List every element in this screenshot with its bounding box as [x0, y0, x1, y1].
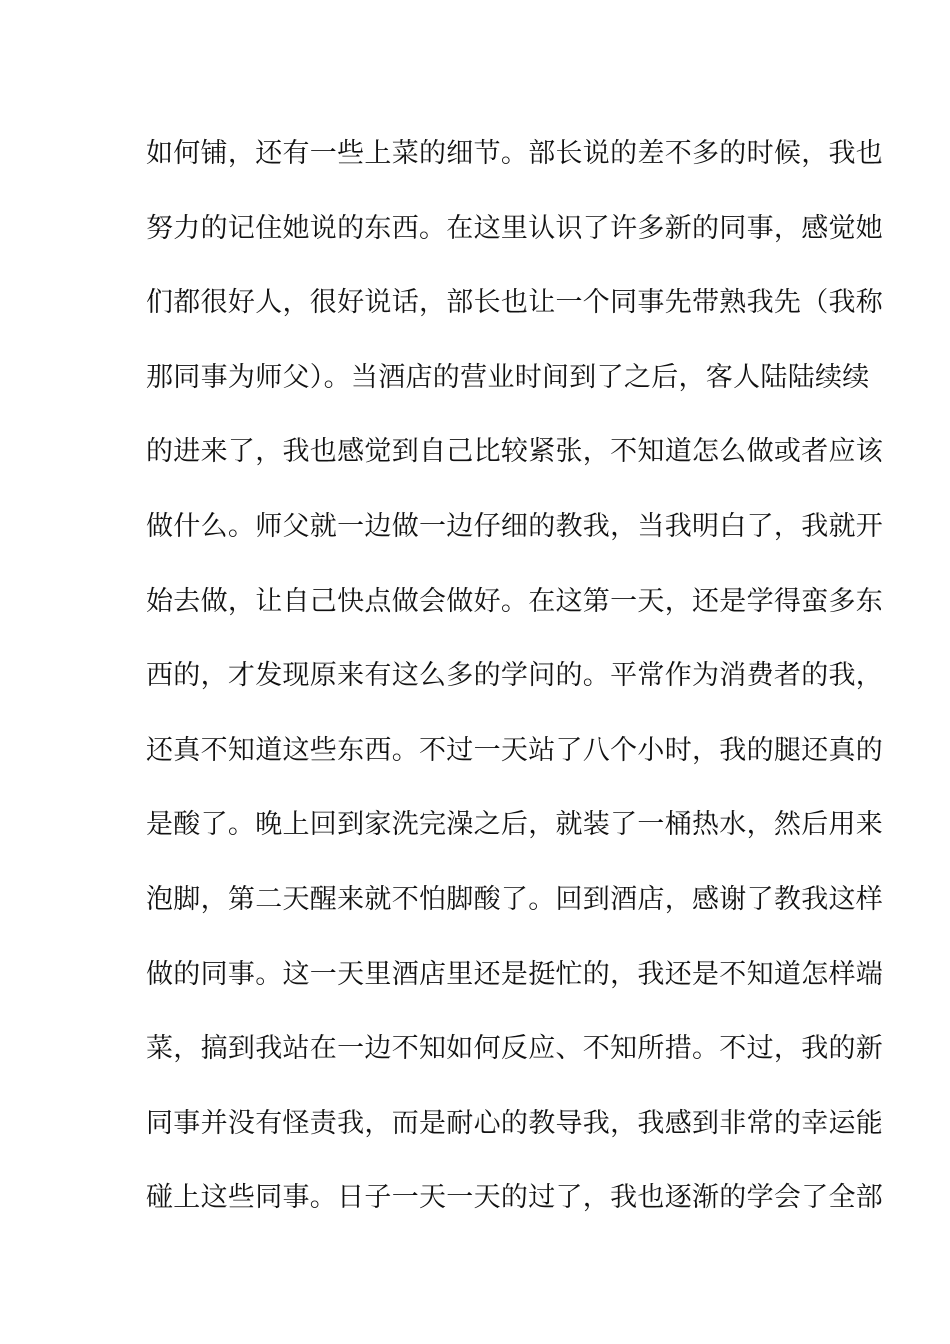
text-line-2: 努力的记住她说的东西。在这里认识了许多新的同事，感觉她 — [146, 212, 884, 244]
text-line-1: 如何铺，还有一些上菜的细节。部长说的差不多的时候，我也 — [146, 138, 884, 169]
text-line-6: 做什么。师父就一边做一边仔细的教我，当我明白了，我就开 — [146, 510, 884, 542]
text-line-7: 始去做，让自己快点做会做好。在这第一天，还是学得蛮多东 — [146, 585, 884, 617]
text-line-9: 还真不知道这些东西。不过一天站了八个小时，我的腿还真的 — [146, 734, 884, 766]
text-line-14: 同事并没有怪责我，而是耐心的教导我，我感到非常的幸运能 — [146, 1107, 884, 1139]
text-line-13: 菜，搞到我站在一边不知如何反应、不知所措。不过，我的新 — [146, 1033, 884, 1065]
text-line-15: 碰上这些同事。日子一天一天的过了，我也逐渐的学会了全部 — [146, 1182, 884, 1214]
text-line-11: 泡脚，第二天醒来就不怕脚酸了。回到酒店，感谢了教我这样 — [146, 883, 884, 915]
text-line-3: 们都很好人，很好说话，部长也让一个同事先带熟我先（我称 — [146, 287, 884, 319]
text-line-12: 做的同事。这一天里酒店里还是挺忙的，我还是不知道怎样端 — [146, 958, 884, 990]
text-line-5: 的进来了，我也感觉到自己比较紧张，不知道怎么做或者应该 — [146, 436, 884, 468]
text-line-10: 是酸了。晚上回到家洗完澡之后，就装了一桶热水，然后用来 — [146, 809, 884, 841]
text-line-4: 那同事为师父）。当酒店的营业时间到了之后，客人陆陆续续 — [146, 361, 870, 393]
text-line-8: 西的，才发现原来有这么多的学问的。平常作为消费者的我， — [146, 660, 884, 692]
body-text — [146, 128, 884, 1247]
